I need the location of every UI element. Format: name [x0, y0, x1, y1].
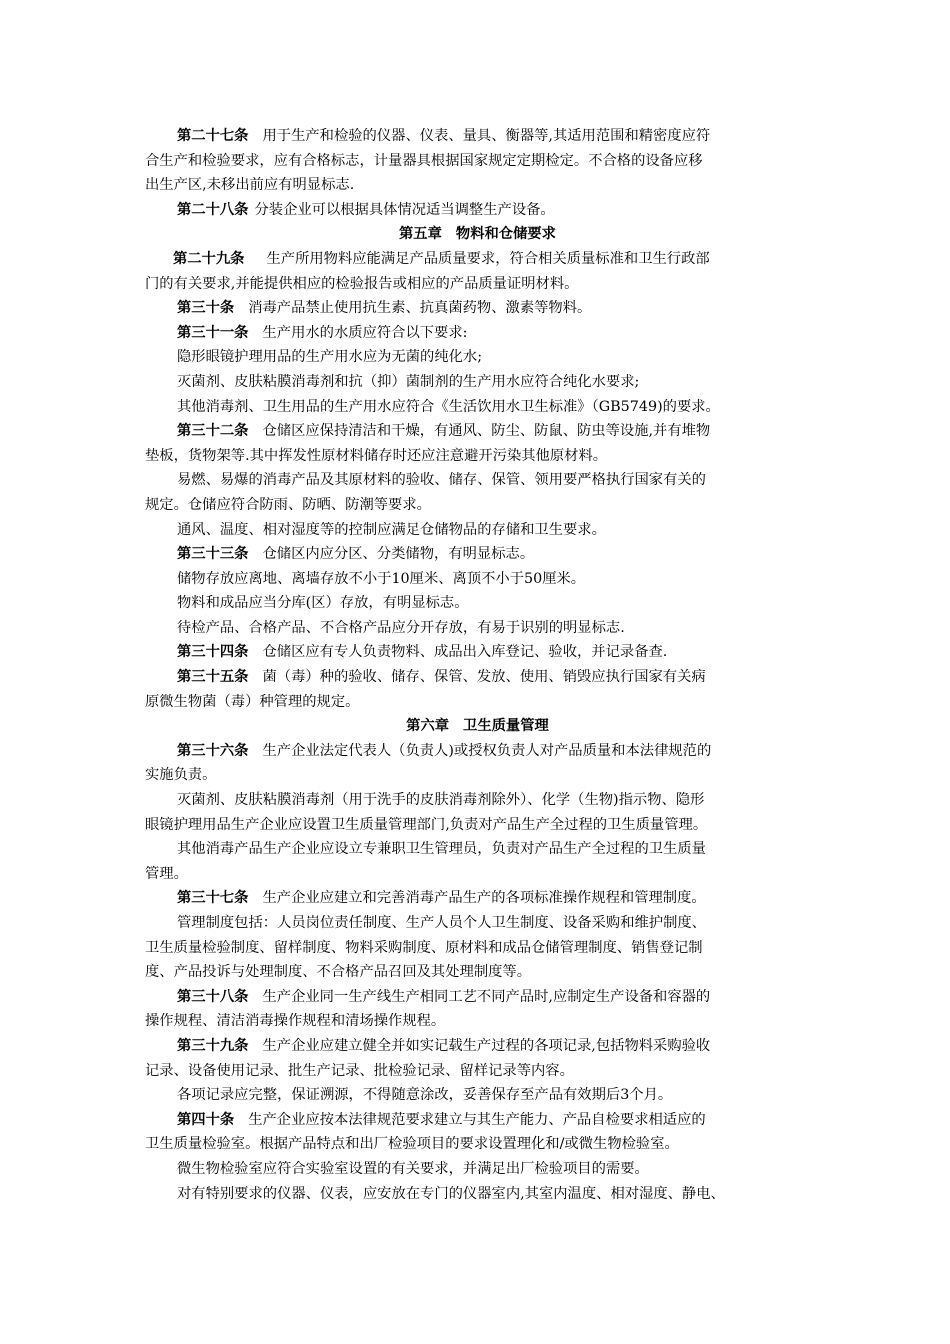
article-40 — [145, 1108, 810, 1133]
chapter-title: 物料和仓储要求 — [455, 226, 556, 243]
paragraph-line: 其他消毒剂、卫生用品的生产用水应符合《生活饮用水卫生标准》（GB5749)的要求。 — [177, 398, 720, 415]
paragraph-line: 实施负责。 — [145, 767, 217, 784]
paragraph-line: 灭菌剂、皮肤粘膜消毒剂（用于洗手的皮肤消毒剂除外）、化学（生物)指示物、隐形 — [177, 792, 705, 809]
paragraph-text: 消毒产品禁止使用抗生素、抗真菌药物、激素等物料。 — [248, 300, 592, 317]
article-34 — [145, 640, 810, 665]
paragraph-line: 待检产品、合格产品、不合格产品应分开存放，有易于识别的明显标志. — [177, 619, 625, 636]
article-label: 第三十二条 — [177, 423, 249, 440]
article-label: 第三十六条 — [177, 742, 249, 759]
paragraph-line: 通风、温度、相对湿度等的控制应满足仓储物品的存储和卫生要求。 — [177, 521, 606, 538]
article-39 — [145, 1034, 810, 1059]
paragraph-line: 灭菌剂、皮肤粘膜消毒剂和抗（抑）菌制剂的生产用水应符合纯化水要求; — [177, 373, 640, 390]
paragraph-line: 其他消毒产品生产企业应设立专兼职卫生管理员，负责对产品生产全过程的卫生质量 — [177, 841, 706, 858]
paragraph-line: 门的有关要求,并能提供相应的检验报告或相应的产品质量证明材料。 — [145, 275, 579, 292]
paragraph-line: 记录、设备使用记录、批生产记录、批检验记录、留样记录等内容。 — [145, 1062, 574, 1079]
paragraph-line: 眼镜护理用品生产企业应设置卫生质量管理部门,负责对产品生产全过程的卫生质量管理。 — [145, 816, 708, 833]
chapter-number: 第五章 — [399, 226, 442, 243]
article-label: 第三十三条 — [177, 546, 249, 563]
paragraph-line: 储物存放应离地、离墙存放不小于10厘米、离顶不小于50厘米。 — [177, 570, 586, 587]
article-label: 第二十九条 — [173, 250, 245, 267]
article-label: 第二十八条 — [177, 201, 249, 218]
paragraph-line: 物料和成品应当分库(区）存放，有明显标志。 — [177, 595, 469, 612]
paragraph-line: 隐形眼镜护理用品的生产用水应为无菌的纯化水; — [177, 349, 483, 366]
paragraph-line: 管理制度包括：人员岗位责任制度、生产人员个人卫生制度、设备采购和维护制度、 — [177, 915, 706, 931]
article-36 — [145, 739, 810, 764]
paragraph-text: 生产企业同一生产线生产相同工艺不同产品时,应制定生产设备和容器的 — [262, 988, 711, 1005]
article-28 — [145, 198, 810, 223]
paragraph-text: 分装企业可以根据具体情况适当调整生产设备。 — [254, 201, 555, 218]
paragraph-text: 生产企业法定代表人（负责人)或授权负责人对产品质量和本法律规范的 — [262, 742, 712, 759]
paragraph-line: 合生产和检验要求，应有合格标志，计量器具根据国家规定定期检定。不合格的设备应移 — [145, 152, 703, 169]
paragraph-line: 卫生质量检验制度、留样制度、物料采购制度、原材料和成品仓储管理制度、销售登记制 — [145, 939, 703, 956]
paragraph-line: 规定。仓储应符合防雨、防晒、防潮等要求。 — [145, 496, 431, 513]
document-page — [145, 124, 810, 1206]
paragraph-line: 微生物检验室应符合实验室设置的有关要求，并满足出厂检验项目的需要。 — [177, 1160, 649, 1177]
paragraph-line: 对有特别要求的仪器、仪表，应安放在专门的仪器室内,其室内温度、相对湿度、静电、 — [177, 1185, 725, 1202]
paragraph-text: 生产企业应建立和完善消毒产品生产的各项标准操作规程和管理制度。 — [262, 890, 706, 907]
paragraph-text: 仓储区内应分区、分类储物，有明显标志。 — [262, 546, 535, 563]
article-33 — [145, 542, 810, 567]
paragraph-line: 卫生质量检验室。根据产品特点和出厂检验项目的要求设置理化和/或微生物检验室。 — [145, 1136, 679, 1153]
paragraph-text: 仓储区应保持清洁和干燥，有通风、防尘、防鼠、防虫等设施,并有堆物 — [262, 423, 711, 440]
paragraph-text: 菌（毒）种的验收、储存、保管、发放、使用、销毁应执行国家有关病 — [262, 669, 706, 686]
paragraph-text: 生产用水的水质应符合以下要求: — [262, 324, 468, 341]
article-label: 第三十七条 — [177, 890, 249, 907]
article-label: 第四十条 — [177, 1111, 235, 1128]
article-35 — [145, 665, 810, 690]
article-37 — [145, 886, 810, 911]
article-label: 第三十八条 — [177, 988, 249, 1005]
article-label: 第三十一条 — [177, 324, 249, 341]
article-29 — [145, 247, 810, 272]
paragraph-text: 生产所用物料应能满足产品质量要求，符合相关质量标准和卫生行政部 — [266, 250, 710, 267]
chapter-5-heading — [145, 222, 810, 247]
chapter-title: 卫生质量管理 — [463, 718, 549, 735]
article-32 — [145, 419, 810, 444]
article-label: 第二十七条 — [177, 128, 249, 144]
paragraph-line: 操作规程、清洁消毒操作规程和清场操作规程。 — [145, 1013, 446, 1030]
article-label: 第三十五条 — [177, 669, 249, 686]
paragraph-line: 各项记录应完整，保证溯源，不得随意涂改，妥善保存至产品有效期后3个月。 — [177, 1087, 673, 1104]
paragraph-line: 垫板，货物架等.其中挥发性原材料储存时还应注意避开污染其他原材料。 — [145, 447, 608, 464]
chapter-number: 第六章 — [406, 718, 450, 735]
article-label: 第三十四条 — [177, 644, 249, 661]
paragraph-line: 管理。 — [145, 865, 188, 882]
paragraph-line: 出生产区,未移出前应有明显标志. — [145, 177, 355, 194]
article-31 — [145, 321, 810, 346]
paragraph-line: 度、产品投诉与处理制度、不合格产品召回及其处理制度等。 — [145, 964, 532, 981]
paragraph-text: 仓储区应有专人负责物料、成品出入库登记、验收，并记录备查. — [262, 644, 668, 661]
article-label: 第三十条 — [177, 300, 235, 317]
chapter-6-heading — [145, 714, 810, 739]
paragraph-text: 生产企业应按本法律规范要求建立与其生产能力、产品自检要求相适应的 — [248, 1111, 706, 1128]
paragraph-text: 生产企业应建立健全并如实记载生产过程的各项记录,包括物料采购验收 — [262, 1037, 711, 1054]
article-30 — [145, 296, 810, 321]
paragraph-line: 易燃、易爆的消毒产品及其原材料的验收、储存、保管、领用要严格执行国家有关的 — [177, 472, 706, 489]
article-label: 第三十九条 — [177, 1037, 249, 1054]
paragraph-line: 原微生物菌（毒）种管理的规定。 — [145, 693, 360, 710]
paragraph-text: 用于生产和检验的仪器、仪表、量具、衡器等,其适用范围和精密度应符 — [262, 128, 711, 144]
article-38 — [145, 985, 810, 1010]
article-27 — [145, 124, 810, 149]
